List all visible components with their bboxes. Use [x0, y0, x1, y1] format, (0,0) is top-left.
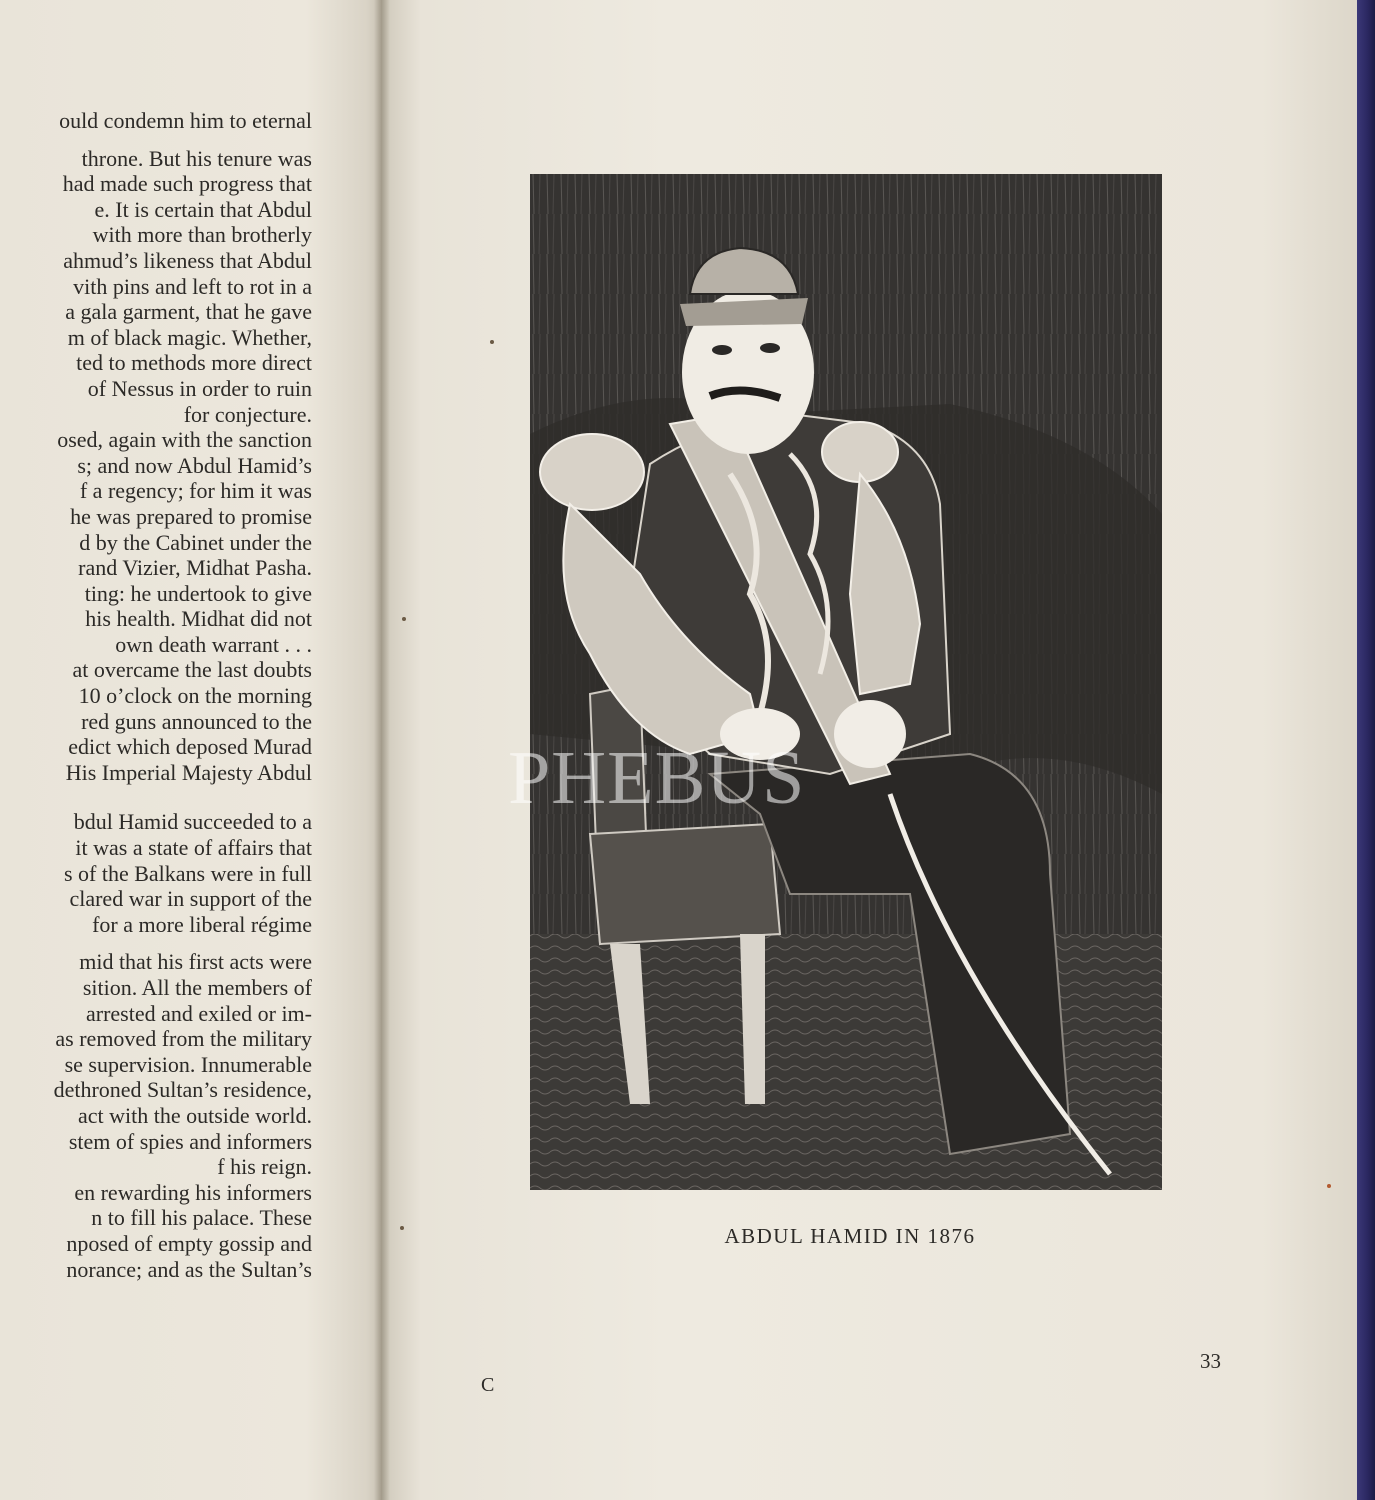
text-line: norance; and as the Sultan’s	[66, 1256, 312, 1282]
book-gutter	[374, 0, 390, 1500]
text-line: s of the Balkans were in full	[63, 860, 312, 886]
text-line: ould condemn him to eternal	[59, 108, 312, 133]
text-line: it was a state of affairs that	[75, 835, 312, 861]
paper-speck	[400, 1226, 404, 1230]
text-line	[0, 797, 312, 809]
text-line: nposed of empty gossip and	[66, 1230, 312, 1256]
text-line: his health. Midhat did not	[85, 606, 312, 632]
text-line: edict which deposed Murad	[68, 734, 312, 760]
text-line: His Imperial Majesty Abdul	[65, 759, 312, 785]
text-line: ahmud’s likeness that Abdul	[63, 247, 312, 273]
left-page-text	[0, 108, 312, 1282]
text-line: bdul Hamid succeeded to a	[73, 809, 312, 835]
text-line: m of black magic. Whether,	[67, 324, 312, 350]
text-line: stem of spies and informers	[68, 1128, 312, 1154]
text-line: f a regency; for him it was	[79, 478, 312, 504]
book-cover-edge	[1357, 0, 1375, 1500]
text-line: he was prepared to promise	[70, 503, 312, 529]
text-line: f his reign.	[217, 1154, 312, 1180]
text-line: s; and now Abdul Hamid’s	[77, 452, 312, 478]
text-line: clared war in support of the	[69, 886, 312, 912]
text-line: act with the outside world.	[77, 1102, 312, 1128]
text-line	[0, 785, 312, 797]
text-line: had made such progress that	[62, 171, 312, 197]
text-line: sition. All the members of	[82, 975, 312, 1000]
text-line: of Nessus in order to ruin	[87, 375, 312, 401]
text-line: ting: he undertook to give	[84, 580, 312, 606]
illustration-caption: ABDUL HAMID IN 1876	[724, 1224, 976, 1248]
text-line: n to fill his palace. These	[91, 1205, 312, 1231]
text-line: d by the Cabinet under the	[79, 529, 312, 555]
paper-speck	[490, 340, 494, 344]
text-line: vith pins and left to rot in a	[73, 273, 312, 299]
text-line: own death warrant . . .	[115, 631, 312, 657]
text-line: se supervision. Innumerable	[64, 1051, 312, 1077]
text-line: rand Vizier, Midhat Pasha.	[78, 555, 312, 581]
text-line: en rewarding his informers	[74, 1179, 312, 1205]
text-line: as removed from the military	[55, 1026, 312, 1052]
text-line: with more than brotherly	[92, 222, 312, 248]
text-line: 10 o’clock on the morning	[78, 683, 312, 709]
watermark: PHEBUS	[508, 736, 806, 820]
page-number: 33	[1200, 1349, 1221, 1373]
text-line	[0, 937, 312, 949]
text-line: for a more liberal régime	[92, 911, 312, 937]
text-line	[0, 134, 312, 146]
text-line: osed, again with the sanction	[57, 427, 312, 453]
signature-mark: C	[481, 1374, 495, 1396]
text-line: ted to methods more direct	[76, 350, 312, 376]
text-line: red guns announced to the	[81, 708, 312, 734]
text-line: e. It is certain that Abdul	[94, 196, 312, 222]
text-line: for conjecture.	[183, 401, 312, 427]
paper-speck	[402, 617, 406, 621]
text-line: dethroned Sultan’s residence,	[53, 1077, 312, 1103]
paper-speck	[1327, 1184, 1331, 1188]
portrait-illustration	[530, 174, 1162, 1190]
left-page	[0, 0, 382, 1500]
text-line: throne. But his tenure was	[81, 145, 312, 171]
text-line: arrested and exiled or im-	[85, 1000, 312, 1026]
text-line: a gala garment, that he gave	[65, 299, 312, 325]
text-line: mid that his first acts were	[79, 949, 312, 975]
text-line: at overcame the last doubts	[72, 657, 312, 683]
